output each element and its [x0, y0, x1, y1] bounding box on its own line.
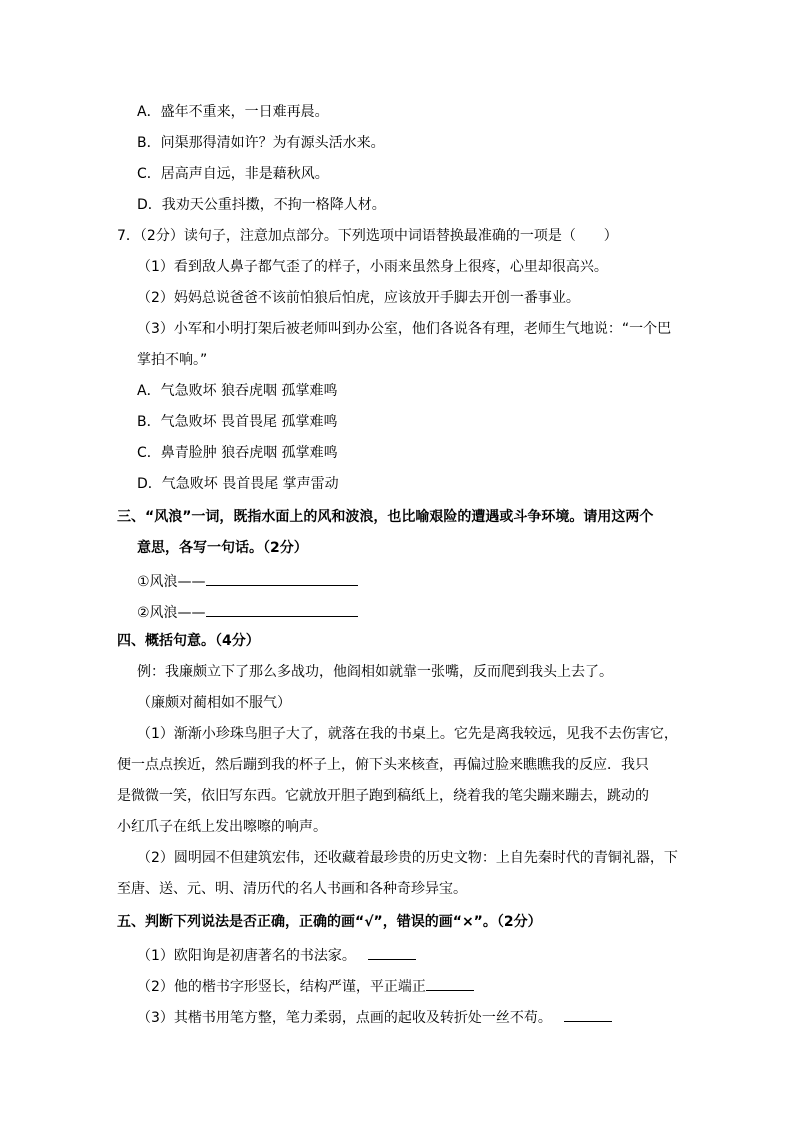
- answer-blank[interactable]: [564, 1005, 612, 1022]
- section-5-statement-2-text: （2）他的楷书字形竖长，结构严谨，平正端正: [137, 979, 426, 995]
- section-4-passage-2-line-2: 至唐、送、元、明、清历代的名人书画和各种奇珍异宝。: [117, 881, 467, 897]
- section-4-passage-1-line-1: （1）渐渐小珍珠鸟胆子大了，就落在我的书桌上。它先是离我较远，见我不去伤害它，: [137, 726, 678, 742]
- q7-sentence-2: （2）妈妈总说爸爸不该前怕狼后怕虎，应该放开手脚去开创一番事业。: [137, 290, 580, 306]
- q7-stem: 7．（2分）读句子，注意加点部分。下列选项中词语替换最准确的一项是（ ）: [117, 228, 618, 244]
- answer-blank[interactable]: [368, 943, 416, 960]
- section-4-passage-1-line-3: 是微微一笑，依旧写东西。它就放开胆子跑到稿纸上，绕着我的笔尖蹦来蹦去，跳动的: [117, 788, 649, 804]
- section-3-title-line-2: 意思，各写一句话。（2分）: [137, 540, 308, 556]
- section-3-item-1-label: ①风浪——: [137, 574, 206, 590]
- q7-option-d: D．气急败坏 畏首畏尾 掌声雷动: [137, 476, 339, 492]
- q7-option-b: B．气急败坏 畏首畏尾 孤掌难鸣: [137, 414, 338, 430]
- section-4-example: 例：我廉颇立下了那么多战功，他阎相如就靠一张嘴，反而爬到我头上去了。: [137, 664, 613, 680]
- q7-sentence-1: （1）看到敌人鼻子都气歪了的样子，小雨来虽然身上很疼，心里却很高兴。: [137, 259, 608, 275]
- section-5-statement-3: [137, 1005, 612, 1028]
- section-4-passage-1-line-2: 便一点点挨近，然后蹦到我的杯子上，俯下头来核查，再偏过脸来瞧瞧我的反应．我只: [117, 757, 649, 773]
- section-3-item-2: [137, 600, 358, 623]
- q7-option-a: A．气急败坏 狼吞虎咽 孤掌难鸣: [137, 383, 338, 399]
- section-3-item-1: [137, 569, 358, 592]
- section-3-item-2-label: ②风浪——: [137, 605, 206, 621]
- section-4-passage-1-line-4: 小红爪子在纸上发出嚓嚓的响声。: [117, 819, 327, 835]
- section-4-passage-2-line-1: （2）圆明园不但建筑宏伟，还收藏着最珍贵的历史文物：上自先秦时代的青铜礼器，下: [137, 850, 678, 866]
- section-4-title: 四、概括句意。（4分）: [117, 633, 260, 649]
- section-5-statement-3-text: （3）其楷书用笔方整，笔力柔弱，点画的起收及转折处一丝不苟。: [137, 1010, 552, 1026]
- q7-option-c: C．鼻青脸肿 狼吞虎咽 孤掌难鸣: [137, 445, 338, 461]
- answer-blank[interactable]: [206, 600, 358, 617]
- q6-option-c: C．居高声自远，非是藉秋风。: [137, 166, 329, 182]
- q7-sentence-3-line-1: （3）小军和小明打架后被老师叫到办公室，他们各说各有理，老师生气地说：“一个巴: [137, 321, 672, 337]
- section-5-statement-2: [137, 974, 474, 997]
- section-4-example-answer: （廉颇对蔺相如不服气）: [137, 695, 291, 711]
- section-5-statement-1-text: （1）欧阳询是初唐著名的书法家。: [137, 948, 356, 964]
- section-5-title: 五、判断下列说法是否正确，正确的画“√”，错误的画“×”。（2分）: [117, 914, 542, 930]
- q7-sentence-3-line-2: 掌拍不响。”: [137, 352, 208, 368]
- section-3-title-line-1: 三、“风浪”一词，既指水面上的风和波浪，也比喻艰险的遭遇或斗争环境。请用这两个: [117, 509, 654, 525]
- q6-option-a: A．盛年不重来，一日难再晨。: [137, 104, 329, 120]
- section-5-statement-1: [137, 943, 416, 966]
- q6-option-d: D．我劝天公重抖擞，不拘一格降人材。: [137, 197, 386, 213]
- answer-blank[interactable]: [206, 569, 358, 586]
- answer-blank[interactable]: [426, 974, 474, 991]
- q6-option-b: B．问渠那得清如许？为有源头活水来。: [137, 135, 385, 151]
